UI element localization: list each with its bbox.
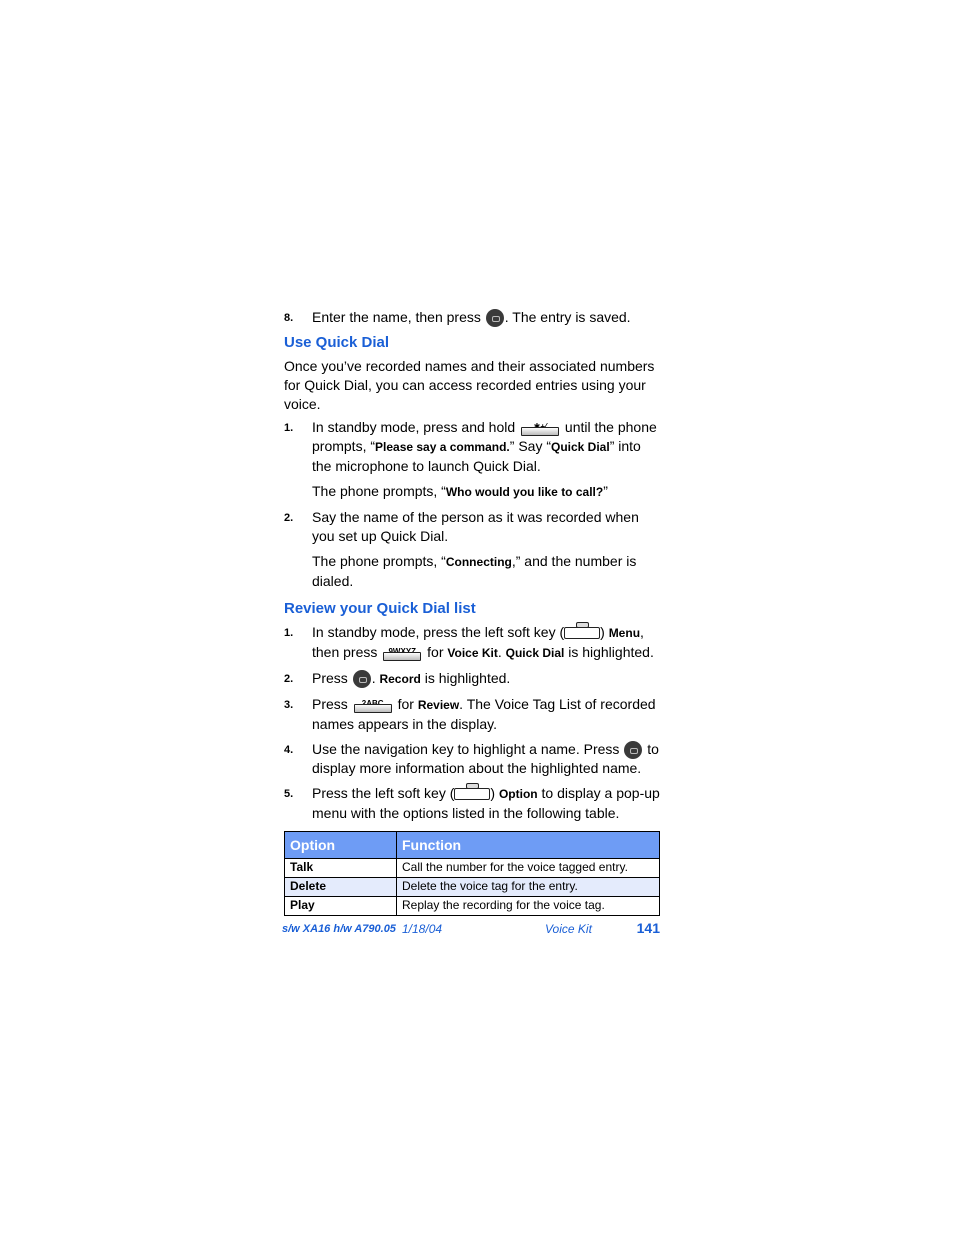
ok-key-icon — [624, 741, 642, 759]
page-content — [284, 308, 660, 916]
review-step-1: 1. In standby mode, press the left soft key ( ) Menu, then press for Voice Kit. Quick Dial is highlighted. — [284, 624, 654, 660]
review-step-4: 4. Use the navigation key to highlight a name. Press to display more information about the highlighted name. — [284, 741, 659, 776]
column-header-function: Function — [397, 832, 660, 859]
footer-date: 1/18/04 — [402, 922, 443, 936]
section-title-use-quick-dial: Use Quick Dial — [284, 334, 390, 351]
column-header-option: Option — [285, 832, 397, 859]
left-soft-key-icon — [454, 788, 490, 800]
section-intro: Once you’ve recorded names and their associated numbers for Quick Dial, you can access recorded entries using your voice. — [284, 358, 655, 412]
ok-key-icon — [486, 309, 504, 327]
page-number: 141 — [636, 920, 660, 936]
table-row: Talk Call the number for the voice tagged entry. — [285, 859, 660, 878]
nine-key-icon — [383, 645, 421, 661]
page-footer — [282, 920, 660, 938]
step-8: 8. Enter the name, then press . The entry is saved. — [284, 308, 660, 327]
footer-version: s/w XA16 h/w A790.05 — [282, 923, 396, 935]
table-row: Delete Delete the voice tag for the entry. — [285, 878, 660, 897]
review-step-5: 5. Press the left soft key ( ) Option to display a pop-up menu with the options listed in the following table. — [284, 785, 660, 821]
step-2: 2. Say the name of the person as it was recorded when you set up Quick Dial. The phone prompts, “Connecting,” and the number is dialed. — [284, 509, 639, 589]
review-step-3: 3. Press for Review. The Voice Tag List of recorded names appears in the display. — [284, 696, 656, 732]
table-row: Play Replay the recording for the voice tag. — [285, 897, 660, 916]
review-step-2: 2. Press . Record is highlighted. — [284, 670, 511, 686]
two-key-icon — [354, 697, 392, 713]
star-key-icon — [521, 420, 559, 436]
step-1: 1. In standby mode, press and hold until the phone prompts, “Please say a command.” Say “Quick Dial” into the microphone to launch Quick Dial. The phone prompts, “Who would you like to call?” — [284, 419, 657, 499]
ok-key-icon — [353, 670, 371, 688]
section-title-review-quick-dial: Review your Quick Dial list — [284, 600, 476, 617]
footer-section: Voice Kit — [545, 922, 592, 936]
options-table — [284, 831, 660, 916]
step-number: 8. — [284, 312, 294, 324]
left-soft-key-icon — [564, 627, 600, 639]
